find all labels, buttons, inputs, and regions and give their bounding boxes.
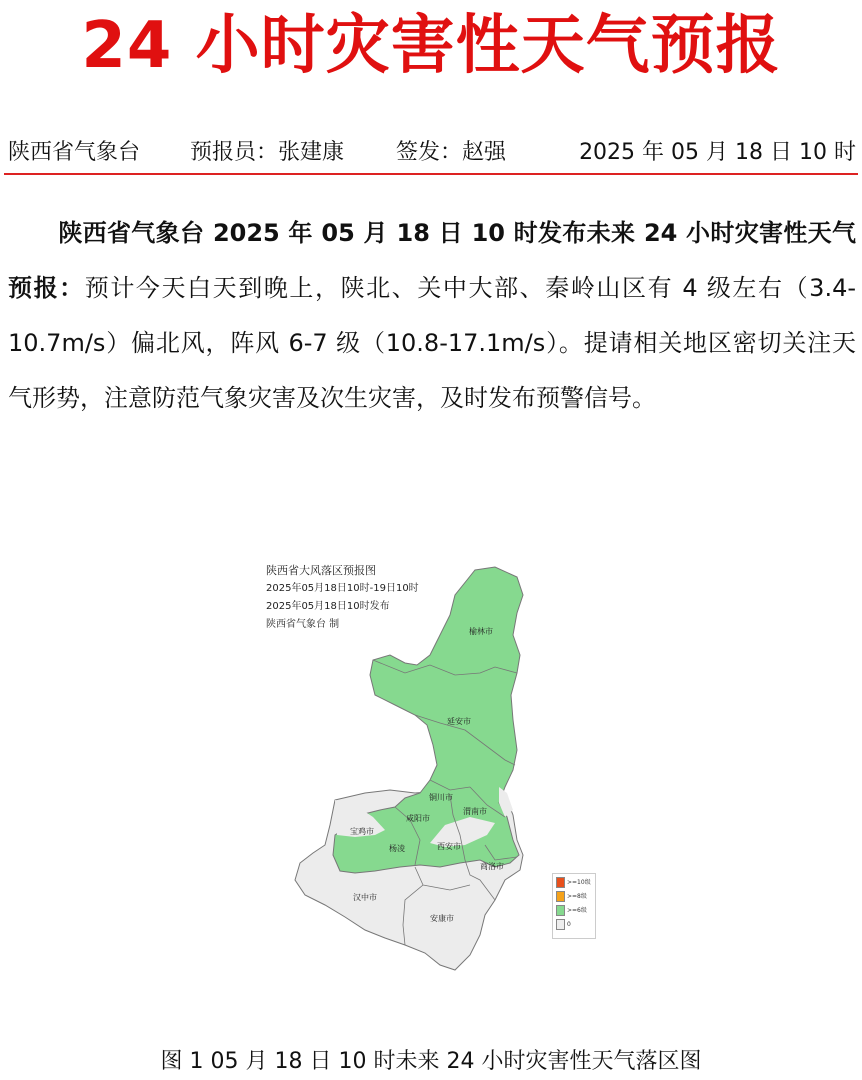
header-divider	[4, 173, 858, 175]
city-label-hanzhong: 汉中市	[353, 893, 377, 902]
city-label-ankang: 安康市	[430, 914, 454, 923]
city-label-baoji: 宝鸡市	[350, 827, 374, 836]
legend-label: 0	[567, 921, 571, 928]
meta-datetime: 2025 年 05 月 18 日 10 时	[579, 140, 856, 165]
figure-caption: 图 1 05 月 18 日 10 时未来 24 小时灾害性天气落区图	[160, 1049, 702, 1074]
city-label-yulin: 榆林市	[469, 627, 493, 636]
legend-label: >=8级	[567, 893, 587, 900]
legend-swatch-10	[556, 877, 565, 888]
city-label-weinan: 渭南市	[463, 807, 487, 816]
legend-row	[556, 905, 596, 917]
map-title-line-2: 2025年05月18日10时-19日10时	[266, 583, 419, 594]
map-title-line-4: 陕西省气象台 制	[266, 619, 340, 630]
city-label-xian: 西安市	[437, 842, 461, 851]
page-title: 24 小时灾害性天气预报	[81, 9, 781, 83]
legend-label: >=6级	[567, 907, 587, 914]
legend-row	[556, 877, 596, 889]
meta-forecaster: 预报员：张建康	[190, 140, 345, 165]
map-title-line-3: 2025年05月18日10时发布	[266, 601, 390, 612]
legend-swatch-6	[556, 905, 565, 916]
forecast-paragraph	[8, 206, 856, 426]
forecast-text: 预计今天白天到晚上，陕北、关中大部、秦岭山区有 4 级左右（3.4-10.7m/s）偏北风，阵风 6-7 级（10.8-17.1m/s）。提请相关地区密切关注天气形势，注意防范气象灾害及次生灾害，及时发布预警信号。	[8, 274, 856, 412]
legend-row	[556, 891, 596, 903]
legend-swatch-0	[556, 919, 565, 930]
city-label-tongchuan: 铜川市	[429, 793, 453, 802]
city-label-yangling: 杨凌	[389, 844, 405, 853]
meta-bar	[8, 136, 856, 172]
forecast-lead: 陕西省气象台 2025 年 05 月 18 日 10 时发布未来 24 小时灾害性天气预报：	[8, 219, 856, 302]
map-legend	[552, 873, 596, 939]
meta-org: 陕西省气象台	[8, 140, 141, 165]
city-label-xianyang: 咸阳市	[406, 814, 430, 823]
city-label-shangluo: 商洛市	[480, 862, 504, 871]
legend-label: >=10级	[567, 879, 591, 886]
map-title-line-1: 陕西省大风落区预报图	[266, 564, 376, 577]
legend-row	[556, 919, 596, 931]
meta-issuer: 签发：赵强	[396, 140, 507, 165]
city-label-yanan: 延安市	[447, 717, 471, 726]
legend-swatch-8	[556, 891, 565, 902]
